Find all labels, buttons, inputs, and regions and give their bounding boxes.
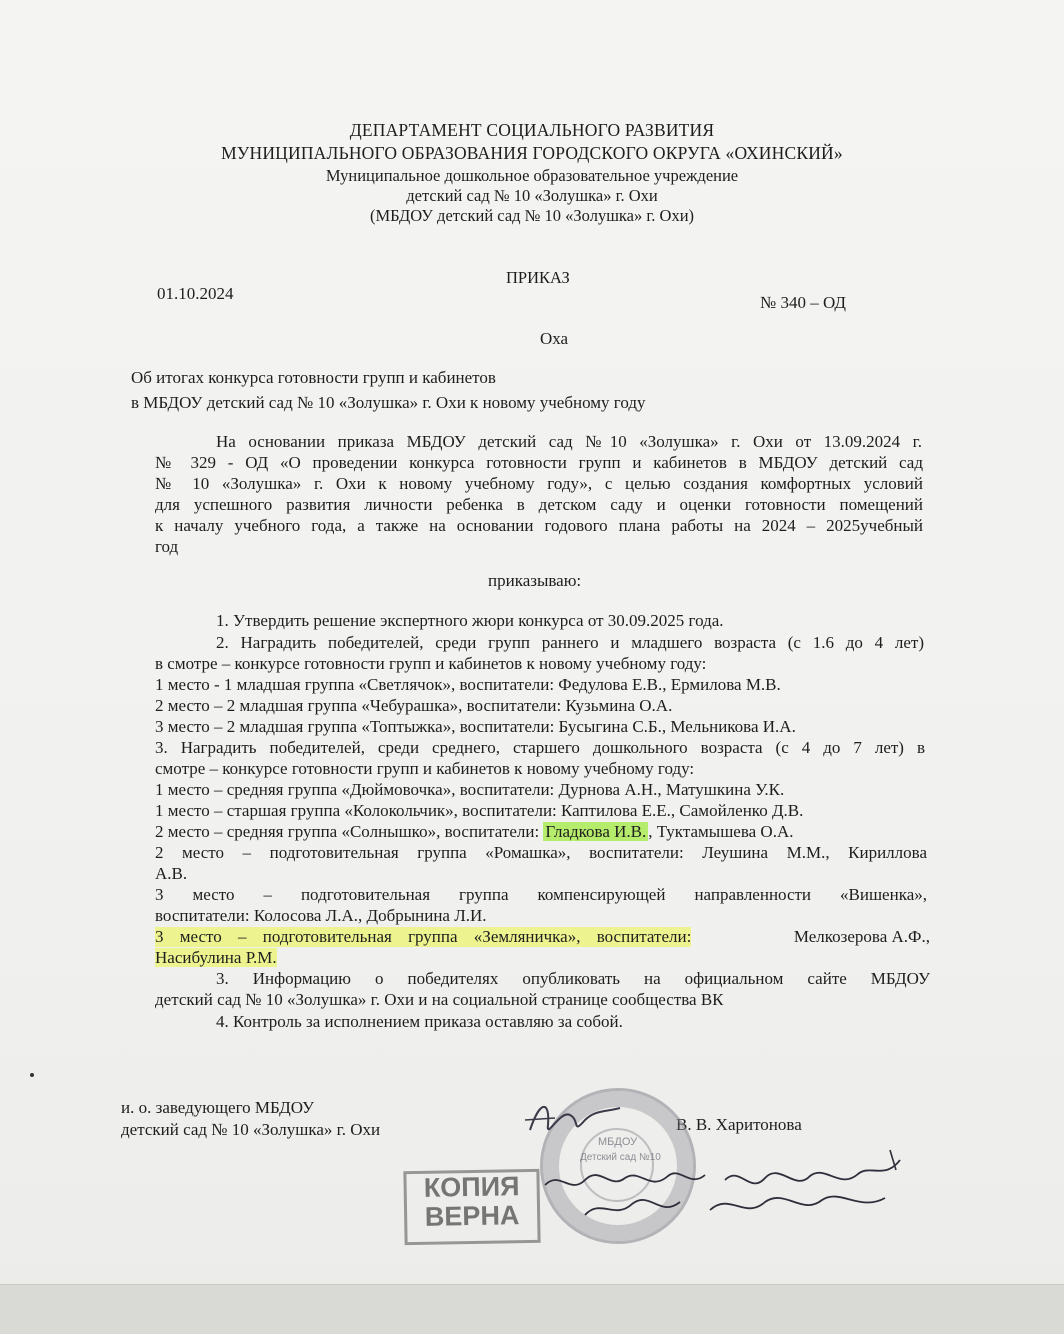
order-city: Оха	[540, 329, 569, 348]
item-4-line: 3. Информацию о победителях опубликовать на официальном сайте МБДОУ	[216, 969, 930, 988]
ink-dot	[30, 1073, 34, 1077]
header-institution-type: Муниципальное дошкольное образовательное учреждение	[325, 166, 739, 185]
subject-line-1: Об итогах конкурса готовности групп и кабинетов	[131, 368, 496, 387]
copy-stamp-line: КОПИЯ	[423, 1171, 520, 1203]
item-2-line: 2. Наградить победителей, среди групп раннего и младшего возраста (с 1.6 до 4 лет)	[216, 633, 924, 652]
item-5: 4. Контроль за исполнением приказа оставляю за собой.	[216, 1012, 623, 1031]
copy-stamp-line: ВЕРНА	[424, 1200, 520, 1232]
item-3-place: 3 место – подготовительная группа компенсирующей направленности «Вишенка»,	[155, 885, 927, 904]
item-3-place	[155, 822, 794, 842]
seal-text: Детский сад №10	[580, 1152, 661, 1163]
item-3-place: воспитатели: Колосова Л.А., Добрынина Л.И.	[155, 906, 487, 925]
preamble-line: На основании приказа МБДОУ детский сад №10 «Золушка» г. Охи от 13.09.2024 г.	[216, 432, 922, 451]
copy-verified-stamp	[403, 1169, 540, 1245]
order-date: 01.10.2024	[157, 284, 234, 303]
item-3-place-text: , Туктамышева О.А.	[648, 822, 794, 841]
table-surface	[0, 1284, 1064, 1334]
item-4-line: детский сад № 10 «Золушка» г. Охи и на социальной странице сообщества ВК	[155, 990, 724, 1009]
item-3-place: 2 место – подготовительная группа «Ромашка», воспитатели: Леушина М.М., Кириллова	[155, 843, 927, 862]
handwritten-certification	[540, 1140, 910, 1230]
header-institution-abbr: (МБДОУ детский сад № 10 «Золушка» г. Охи)	[369, 206, 695, 225]
item-3-place: 1 место – средняя группа «Дюймовочка», воспитатели: Дурнова А.Н., Матушкина У.К.	[155, 780, 785, 799]
item-3-place-text: Мелкозерова А.Ф.,	[793, 927, 930, 946]
signer-organization: детский сад № 10 «Золушка» г. Охи	[121, 1120, 381, 1139]
header-institution-name: детский сад № 10 «Золушка» г. Охи	[406, 186, 658, 205]
header-municipality: МУНИЦИПАЛЬНОГО ОБРАЗОВАНИЯ ГОРОДСКОГО ОКРУГА «ОХИНСКИЙ»	[221, 143, 843, 163]
item-2-place: 2 место – 2 младшая группа «Чебурашка», воспитатели: Кузьмина О.А.	[155, 696, 673, 715]
preamble-line: № 10 «Золушка» г. Охи к новому учебному году», с целью создания комфортных условий	[155, 474, 923, 493]
item-3-place: 1 место – старшая группа «Колокольчик», воспитатели: Каптилова Е.Е., Самойленко Д.В.	[155, 801, 804, 820]
preamble-line: для успешного развития личности ребенка в детском саду и оценки готовности помещений	[155, 495, 923, 514]
preamble-line: к началу учебного года, а также на основании годового плана работы на 2024 – 2025учебный	[155, 516, 923, 535]
header-department: ДЕПАРТАМЕНТ СОЦИАЛЬНОГО РАЗВИТИЯ	[349, 120, 715, 140]
seal-text: МБДОУ	[598, 1136, 638, 1148]
highlighted-text: 3 место – подготовительная группа «Земляничка», воспитатели:	[155, 927, 692, 946]
decree-word: приказываю:	[488, 571, 582, 590]
highlighted-text: Насибулина Р.М.	[155, 948, 277, 967]
order-number: № 340 – ОД	[760, 293, 846, 312]
item-3-place	[155, 927, 930, 947]
preamble-line: год	[155, 537, 179, 556]
item-2-line: в смотре – конкурсе готовности групп и кабинетов к новому учебному году:	[155, 654, 707, 673]
item-2-place: 3 место – 2 младшая группа «Топтыжка», воспитатели: Бусыгина С.Б., Мельникова И.А.	[155, 717, 796, 736]
item-3-place	[155, 948, 277, 968]
preamble-line: № 329 - ОД «О проведении конкурса готовности групп и кабинетов в МБДОУ детский сад	[155, 453, 923, 472]
subject-line-2: в МБДОУ детский сад № 10 «Золушка» г. Охи к новому учебному году	[131, 393, 646, 412]
item-1: 1. Утвердить решение экспертного жюри конкурса от 30.09.2025 года.	[216, 611, 724, 630]
item-3-place-text: 2 место – средняя группа «Солнышко», воспитатели:	[155, 822, 544, 841]
item-3-line: смотре – конкурсе готовности групп и кабинетов к новому учебному году:	[155, 759, 695, 778]
order-title: ПРИКАЗ	[506, 268, 570, 287]
highlighted-name: Гладкова И.В.	[545, 822, 647, 841]
item-3-place: А.В.	[155, 864, 188, 883]
item-2-place: 1 место - 1 младшая группа «Светлячок», воспитатели: Федулова Е.В., Ермилова М.В.	[155, 675, 781, 694]
item-3-line: 3. Наградить победителей, среди среднего, старшего дошкольного возраста (с 4 до 7 лет) в	[155, 738, 925, 757]
signer-role: и. о. заведующего МБДОУ	[121, 1098, 315, 1117]
signer-name: В. В. Харитонова	[676, 1115, 802, 1134]
